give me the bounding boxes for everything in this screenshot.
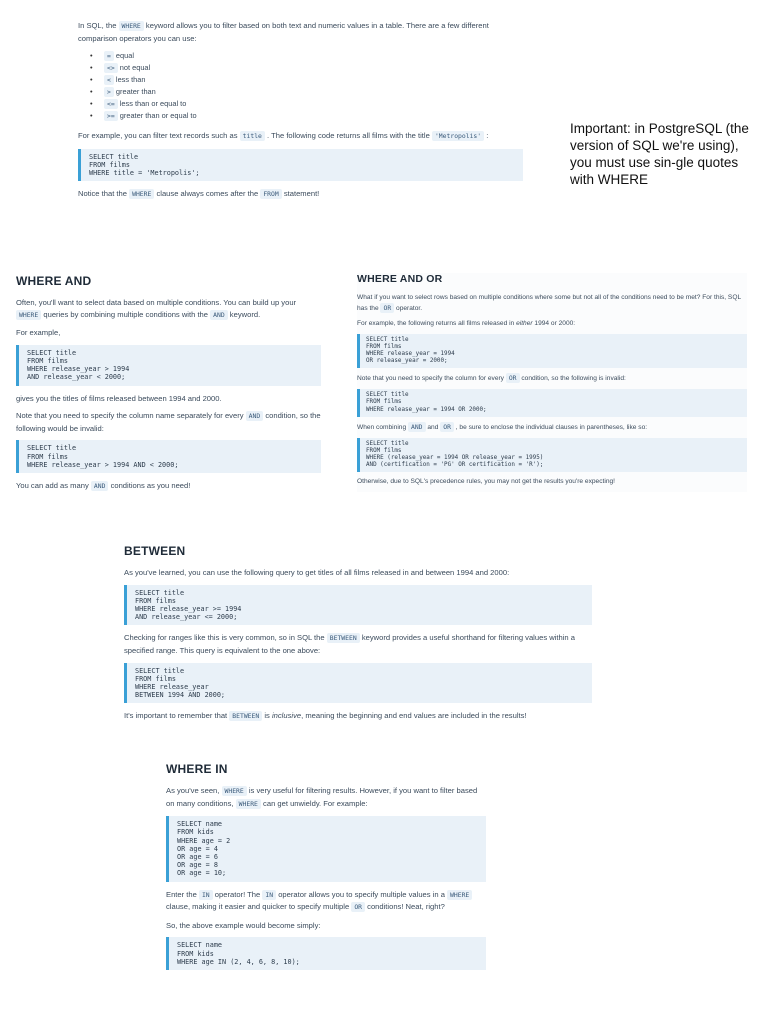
paragraph — [16, 410, 321, 434]
text: operator! The — [214, 889, 261, 899]
text: Note that you need to specify the column name separately for every — [16, 411, 244, 421]
text: clause, making it easier and quicker to specify multiple — [166, 902, 350, 912]
code-line: WHERE release_year — [135, 683, 209, 691]
code-line: SELECT title — [27, 444, 77, 453]
text: queries by combining multiple conditions with the — [43, 309, 208, 319]
paragraph — [124, 632, 592, 656]
paragraph: For example, — [16, 328, 61, 338]
code-block — [16, 440, 321, 473]
inline-code: OR — [351, 902, 365, 912]
text: You can add as many — [16, 480, 89, 490]
text: statement! — [283, 189, 320, 199]
code-block — [357, 334, 747, 368]
code-line: AND release_year < 2000; — [27, 373, 126, 382]
inline-code: AND — [246, 411, 264, 421]
text: It's important to remember that — [124, 711, 228, 721]
list-item — [90, 62, 523, 74]
code-line: FROM films — [27, 452, 68, 461]
code-line: AND (certification = 'PG' OR certification = 'R'); — [366, 461, 544, 468]
code-line: WHERE title = 'Metropolis'; — [89, 169, 200, 178]
inline-code: <> — [104, 63, 118, 73]
text: Often, you'll want to select data based on multiple conditions. You can build up your — [16, 298, 297, 307]
text: , be sure to enclose the individual clauses in parentheses, like so: — [455, 423, 648, 431]
paragraph — [166, 889, 486, 914]
emphasis: either — [516, 320, 533, 327]
inline-code: IN — [262, 890, 276, 900]
intro-paragraph-1 — [78, 20, 523, 44]
list-item — [90, 86, 523, 98]
code-line: WHERE release_year > 1994 — [27, 365, 130, 374]
code-line: WHERE (release_year = 1994 OR release_year = 1995) — [366, 454, 544, 461]
text: operator. — [396, 305, 423, 312]
code-line: SELECT name — [177, 941, 223, 950]
operator-list — [78, 50, 523, 122]
text: Note that you need to specify the column for every — [357, 375, 504, 383]
inline-code: WHERE — [119, 21, 144, 31]
text: 1994 or 2000: — [534, 320, 576, 327]
code-line: WHERE age = 2 — [177, 836, 231, 845]
text: keyword. — [229, 309, 261, 319]
code-line: SELECT title — [366, 440, 409, 447]
text: condition, so the following would be invalid: — [16, 411, 321, 433]
text: When combining — [357, 423, 407, 431]
section-title: WHERE IN — [166, 762, 228, 776]
section-title: BETWEEN — [124, 544, 186, 558]
code-line: OR age = 6 — [177, 853, 218, 861]
intro-paragraph-3 — [78, 188, 523, 201]
text: and — [427, 423, 439, 431]
inline-code: AND — [210, 310, 228, 320]
code-line: FROM films — [135, 596, 176, 605]
section-title: WHERE AND OR — [357, 273, 443, 285]
inline-code: FROM — [260, 189, 281, 199]
inline-code: OR — [440, 422, 454, 432]
paragraph — [166, 785, 486, 810]
text: For example, you can filter text records such as — [78, 131, 238, 141]
inline-code: WHERE — [447, 890, 472, 900]
code-line: WHERE release_year >= 1994 — [135, 605, 242, 613]
text: conditions! Neat, right? — [367, 902, 445, 912]
text: condition, so the following is invalid: — [521, 375, 626, 383]
code-line: SELECT title — [135, 588, 185, 597]
where-in-section — [166, 762, 486, 977]
paragraph — [357, 373, 747, 384]
code-line: FROM films — [366, 344, 402, 351]
between-section — [124, 544, 592, 729]
text: clause always comes after the — [156, 189, 259, 199]
inline-code: >= — [104, 111, 118, 121]
text: Checking for ranges like this is very common, so in SQL the — [124, 633, 325, 643]
inline-code: 'Metropolis' — [432, 131, 484, 141]
code-block — [124, 663, 592, 704]
emphasis: inclusive — [271, 711, 302, 721]
code-line: SELECT title — [366, 392, 409, 399]
text: keyword provides a useful shorthand for filtering values within a specified range. This query is equivalent to the one above: — [124, 633, 575, 655]
text: equal — [115, 51, 135, 61]
intro-section — [78, 20, 523, 207]
list-item — [90, 98, 523, 110]
code-block — [78, 149, 523, 182]
inline-code: WHERE — [129, 189, 154, 199]
text: is — [264, 711, 270, 721]
code-line: OR release_year = 2000; — [366, 358, 448, 365]
where-and-or-section — [357, 273, 747, 492]
paragraph: As you've learned, you can use the following query to get titles of all films released in and between 1994 and 2000: — [124, 568, 510, 577]
code-line: FROM films — [135, 674, 176, 683]
inline-code: WHERE — [222, 786, 247, 796]
inline-code: BETWEEN — [229, 711, 262, 721]
code-line: WHERE release_year = 1994 — [366, 351, 455, 358]
paragraph — [16, 480, 321, 493]
code-line: OR age = 10; — [177, 869, 227, 878]
inline-code: AND — [91, 481, 109, 491]
inline-code: OR — [380, 303, 394, 313]
code-line: FROM kids — [177, 949, 214, 958]
intro-paragraph-2 — [78, 130, 523, 143]
text: In SQL, the — [78, 21, 117, 30]
paragraph: Otherwise, due to SQL's precedence rules, you may not get the results you're expecting! — [357, 478, 615, 486]
text: . The following code returns all films with the title — [267, 131, 430, 141]
handwritten-note: Important: in PostgreSQL (the version of SQL we're using), you must use sin-gle quotes with WHERE — [570, 121, 749, 187]
inline-code: > — [104, 87, 114, 97]
text: conditions as you need! — [110, 480, 191, 490]
code-line: WHERE age IN (2, 4, 6, 8, 10); — [177, 957, 300, 966]
code-line: SELECT name — [177, 820, 223, 829]
paragraph — [124, 710, 592, 723]
code-line: WHERE release_year = 1994 OR 2000; — [366, 406, 487, 413]
text: Notice that the — [78, 189, 127, 199]
paragraph: gives you the titles of films released between 1994 and 2000. — [16, 393, 222, 403]
code-block — [124, 585, 592, 626]
inline-code: AND — [408, 422, 426, 432]
text: : — [486, 131, 489, 141]
code-line: SELECT title — [27, 348, 77, 357]
code-line: FROM films — [27, 356, 68, 365]
inline-code: BETWEEN — [327, 633, 360, 643]
inline-code: IN — [199, 890, 213, 900]
text: less than — [115, 75, 146, 85]
text: greater than or equal to — [119, 111, 197, 121]
paragraph: So, the above example would become simply: — [166, 920, 321, 930]
text: operator allows you to specify multiple values in a — [278, 889, 445, 899]
code-line: AND release_year <= 2000; — [135, 613, 238, 622]
text: As you've seen, — [166, 786, 220, 795]
paragraph — [357, 422, 747, 433]
text: greater than — [115, 87, 156, 97]
code-line: BETWEEN 1994 AND 2000; — [135, 691, 226, 700]
inline-code: title — [240, 131, 265, 141]
code-line: SELECT title — [89, 152, 139, 161]
code-line: OR age = 8 — [177, 861, 218, 870]
code-line: FROM films — [366, 399, 402, 406]
paragraph — [357, 293, 747, 314]
code-block — [357, 438, 747, 472]
inline-code: OR — [506, 373, 520, 383]
text: not equal — [119, 63, 151, 73]
code-line: SELECT title — [366, 337, 409, 343]
inline-code: <= — [104, 99, 118, 109]
inline-code: WHERE — [16, 310, 41, 320]
text: can get unwieldy. For example: — [263, 798, 368, 808]
text: , meaning the beginning and end values are included in the results! — [301, 711, 527, 721]
code-block — [357, 389, 747, 416]
code-line: OR age = 4 — [177, 844, 218, 853]
text: For example, the following returns all films released in — [357, 320, 515, 327]
code-block — [166, 816, 486, 881]
text: What if you want to select rows based on multiple conditions where some but not all of the conditions need to be met? For this, SQL has the — [357, 294, 741, 312]
inline-code: < — [104, 75, 114, 85]
list-item — [90, 74, 523, 86]
code-line: FROM films — [89, 160, 130, 169]
inline-code: WHERE — [236, 799, 261, 809]
text: Enter the — [166, 889, 197, 899]
inline-code: = — [104, 51, 114, 61]
list-item — [90, 110, 523, 122]
code-line: FROM films — [366, 447, 402, 454]
code-line: FROM kids — [177, 828, 214, 837]
paragraph — [357, 319, 747, 329]
text: is very useful for filtering results. However, if you want to filter based on many conditions, — [166, 786, 478, 808]
code-line: WHERE release_year > 1994 AND < 2000; — [27, 460, 179, 469]
list-item — [90, 50, 523, 62]
section-title: WHERE AND — [16, 274, 92, 288]
text: less than or equal to — [119, 99, 187, 109]
where-and-section — [16, 274, 321, 499]
text: keyword allows you to filter based on both text and numeric values in a table. There are a few different comparison operators you can use: — [78, 21, 489, 43]
code-block — [16, 345, 321, 386]
code-line: SELECT title — [135, 666, 185, 675]
paragraph — [16, 297, 321, 321]
code-block — [166, 937, 486, 970]
